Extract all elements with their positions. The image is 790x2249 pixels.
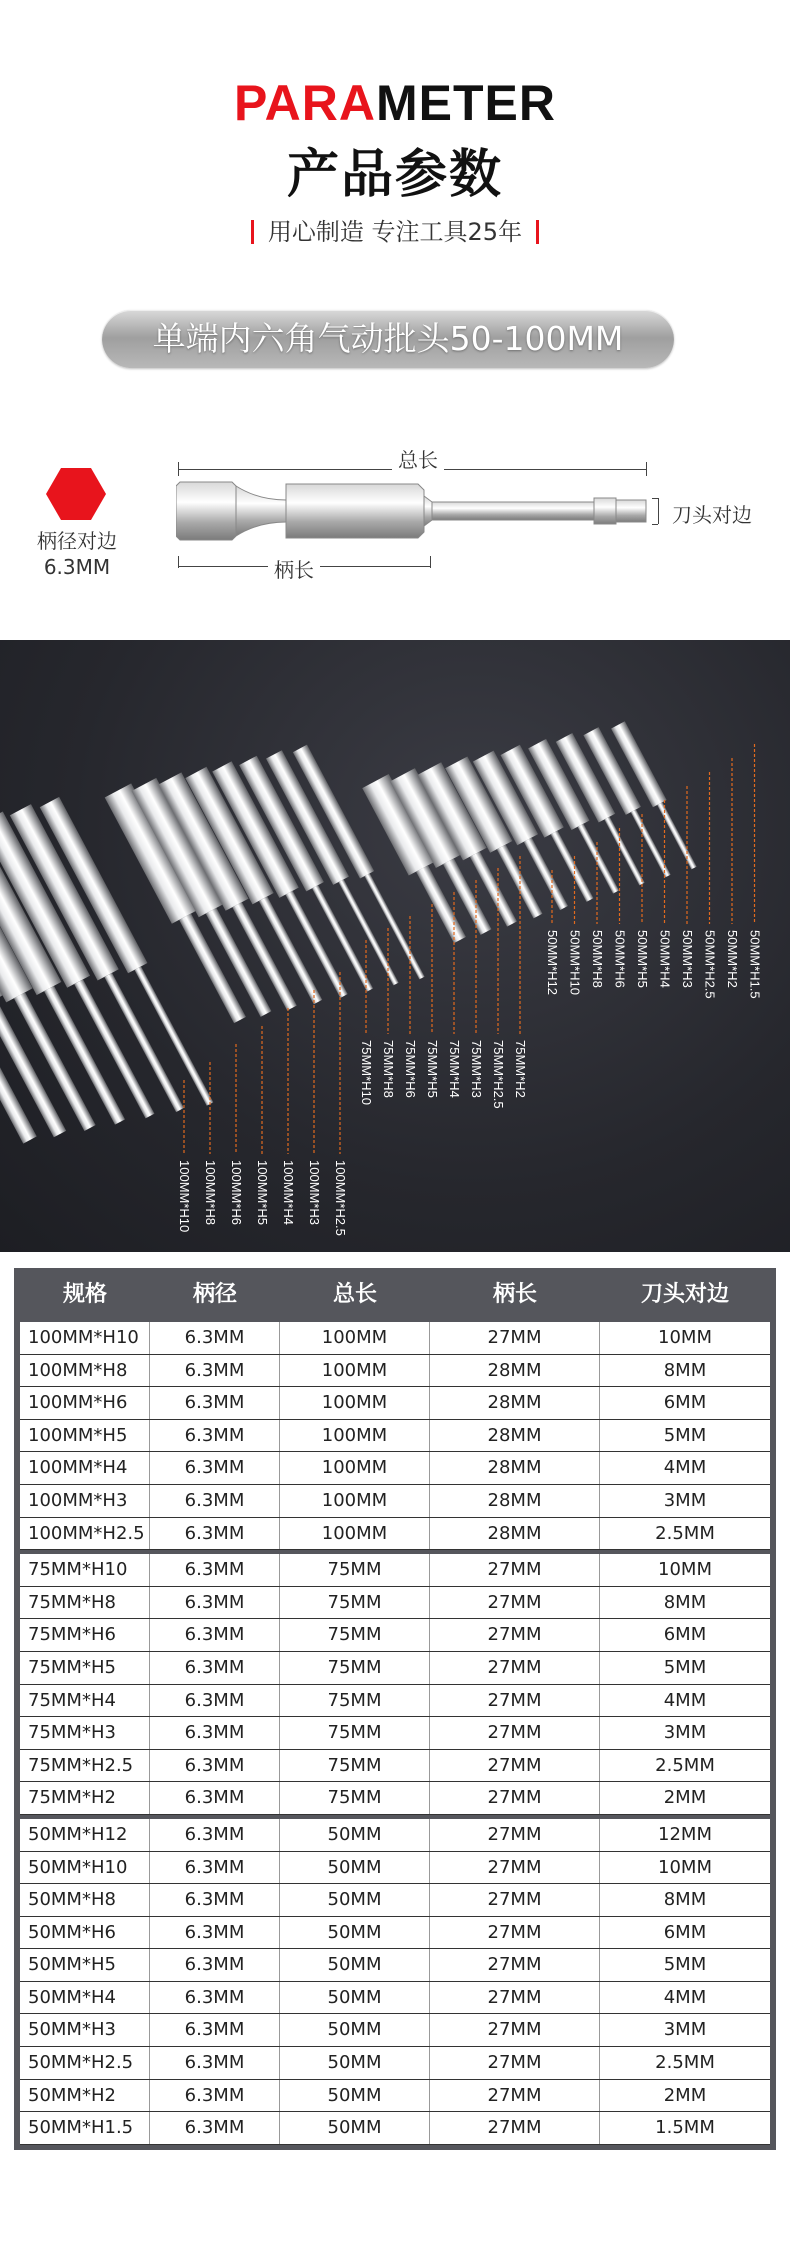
bit-size-label: 50MM*H4 (657, 930, 673, 988)
table-cell: 6.3MM (150, 1518, 280, 1550)
table-cell: 100MM (280, 1452, 430, 1484)
bit-drawing (176, 478, 656, 544)
table-cell: 4MM (663, 1457, 707, 1479)
table-row (20, 1587, 770, 1620)
table-cell: 6.3MM (150, 2112, 280, 2144)
table-row (20, 1852, 770, 1885)
table-cell: 6.3MM (150, 1652, 280, 1684)
table-cell: 75MM*H2.5 (20, 1750, 150, 1782)
table-cell: 6.3MM (150, 1322, 280, 1354)
bit-size-label: 75MM*H8 (381, 1040, 396, 1098)
table-cell: 50MM (280, 2080, 430, 2112)
table-row (20, 1819, 770, 1852)
subtitle-text: 用心制造 专注工具25年 (267, 218, 523, 246)
table-cell: 6.3MM (150, 1485, 280, 1517)
total-length-label: 总长 (392, 444, 444, 473)
table-cell: 2MM (663, 2084, 707, 2106)
subtitle (0, 212, 790, 247)
table-cell: 50MM*H5 (20, 1949, 150, 1981)
table-cell: 27MM (430, 1782, 600, 1814)
table-row (20, 1420, 770, 1453)
table-cell: 6.3MM (150, 2080, 280, 2112)
table-row (20, 1452, 770, 1485)
bit-size-label: 50MM*H1.5 (747, 930, 763, 999)
bit-size-label: 50MM*H2.5 (702, 930, 718, 999)
shank-label-text: 柄径对边 (37, 529, 117, 553)
table-cell: 28MM (430, 1387, 600, 1419)
tip-width-label: 刀头对边 (672, 503, 752, 527)
table-cell: 2.5MM (655, 2052, 715, 2074)
table-row (20, 2047, 770, 2080)
header-shank-diameter: 柄径 (192, 1282, 237, 1307)
table-row (20, 1355, 770, 1388)
table-row (20, 1949, 770, 1982)
bit-size-label: 100MM*H4 (281, 1160, 296, 1226)
table-cell: 27MM (430, 1619, 600, 1651)
table-cell: 5MM (663, 1954, 707, 1976)
table-cell: 75MM (280, 1652, 430, 1684)
bit-size-label: 50MM*H6 (612, 930, 628, 988)
table-cell: 6.3MM (150, 1949, 280, 1981)
table-cell: 28MM (430, 1355, 600, 1387)
title-chinese: 产品参数 (286, 145, 503, 205)
bit-size-label: 100MM*H10 (177, 1160, 192, 1233)
table-cell: 100MM*H10 (20, 1322, 150, 1354)
table-row (20, 1387, 770, 1420)
table-cell: 75MM*H4 (20, 1685, 150, 1717)
bit-size-label: 100MM*H8 (203, 1160, 218, 1226)
table-cell: 50MM (280, 1949, 430, 1981)
table-cell: 27MM (430, 2080, 600, 2112)
table-cell: 6.3MM (150, 1819, 280, 1851)
bit-size-label: 100MM*H3 (307, 1160, 322, 1226)
table-cell: 50MM (280, 1917, 430, 1949)
table-cell: 5MM (663, 1656, 707, 1678)
table-cell: 50MM*H2.5 (20, 2047, 150, 2079)
total-length-left-tick (178, 462, 179, 476)
table-cell: 100MM*H5 (20, 1420, 150, 1452)
table-cell: 75MM (280, 1587, 430, 1619)
table-cell: 50MM*H8 (20, 1884, 150, 1916)
table-cell: 6.3MM (150, 1420, 280, 1452)
table-cell: 27MM (430, 2014, 600, 2046)
table-cell: 6.3MM (150, 1554, 280, 1586)
table-cell: 100MM (280, 1387, 430, 1419)
table-row (20, 1685, 770, 1718)
bit-size-label: 50MM*H10 (567, 930, 583, 996)
product-photo-svg (0, 640, 790, 1252)
table-cell: 27MM (430, 1884, 600, 1916)
table-cell: 6.3MM (150, 1387, 280, 1419)
table-row (20, 1750, 770, 1783)
title-english-red: PARA (234, 75, 376, 131)
table-cell: 27MM (430, 1750, 600, 1782)
table-cell: 28MM (430, 1485, 600, 1517)
table-cell: 75MM (280, 1685, 430, 1717)
table-cell: 6.3MM (150, 2047, 280, 2079)
hex-shank-icon (46, 468, 106, 520)
table-cell: 6.3MM (150, 1750, 280, 1782)
table-cell: 100MM (280, 1518, 430, 1550)
table-cell: 75MM*H6 (20, 1619, 150, 1651)
table-cell: 27MM (430, 1554, 600, 1586)
table-cell: 50MM*H1.5 (20, 2112, 150, 2144)
table-cell: 8MM (663, 1591, 707, 1613)
table-cell: 27MM (430, 1982, 600, 2014)
table-cell: 75MM (280, 1782, 430, 1814)
shank-size-text: 6.3MM (43, 555, 111, 579)
spec-table (14, 1268, 776, 2150)
bit-size-label: 100MM*H5 (255, 1160, 270, 1226)
bit-size-label: 75MM*H3 (469, 1040, 484, 1098)
table-cell: 75MM*H5 (20, 1652, 150, 1684)
table-cell: 75MM (280, 1717, 430, 1749)
bit-size-label: 75MM*H2.5 (491, 1040, 506, 1109)
bit-size-label: 50MM*H8 (590, 930, 605, 988)
bit-size-label: 75MM*H2 (513, 1040, 528, 1098)
bit-size-label: 100MM*H2.5 (333, 1160, 348, 1236)
table-cell: 75MM (280, 1750, 430, 1782)
table-cell: 6.3MM (150, 1852, 280, 1884)
table-cell: 6.3MM (150, 1717, 280, 1749)
table-cell: 6.3MM (150, 1587, 280, 1619)
table-cell: 75MM*H8 (20, 1587, 150, 1619)
table-cell: 75MM (280, 1619, 430, 1651)
bit-size-label: 50MM*H3 (680, 930, 695, 988)
table-cell: 75MM*H10 (20, 1554, 150, 1586)
tip-bracket-b (652, 524, 658, 525)
table-row (20, 1652, 770, 1685)
table-cell: 50MM (280, 1852, 430, 1884)
table-cell: 10MM (658, 1559, 712, 1581)
product-title-pill: 单端内六角气动批头50-100MM (102, 310, 674, 368)
table-cell: 50MM*H4 (20, 1982, 150, 2014)
table-cell: 6.3MM (150, 2014, 280, 2046)
shank-label (20, 528, 134, 580)
table-cell: 2.5MM (655, 1754, 715, 1776)
table-cell: 4MM (663, 1986, 707, 2008)
table-cell: 100MM*H3 (20, 1485, 150, 1517)
table-cell: 50MM*H2 (20, 2080, 150, 2112)
spec-table-header (20, 1268, 770, 1322)
table-cell: 6.3MM (150, 1782, 280, 1814)
title-english-black: METER (375, 75, 556, 131)
spec-table-body (20, 1322, 770, 2144)
table-cell: 6.3MM (150, 1355, 280, 1387)
title-english (0, 74, 790, 132)
table-cell: 50MM*H12 (20, 1819, 150, 1851)
table-cell: 100MM*H4 (20, 1452, 150, 1484)
table-cell: 6.3MM (150, 1884, 280, 1916)
shank-length-right-tick (430, 556, 431, 568)
table-row (20, 1717, 770, 1750)
table-row (20, 1485, 770, 1518)
table-cell: 27MM (430, 1949, 600, 1981)
table-cell: 50MM*H6 (20, 1917, 150, 1949)
bit-size-label: 100MM*H6 (229, 1160, 244, 1226)
shank-length-left-tick (178, 556, 179, 568)
table-cell: 27MM (430, 1852, 600, 1884)
table-cell: 6.3MM (150, 1452, 280, 1484)
table-cell: 28MM (430, 1518, 600, 1550)
bit-size-label: 50MM*H5 (635, 930, 650, 988)
table-cell: 100MM (280, 1322, 430, 1354)
table-cell: 6MM (663, 1921, 707, 1943)
shank-length-label: 柄长 (268, 554, 320, 583)
table-cell: 27MM (430, 2047, 600, 2079)
table-cell: 50MM (280, 2047, 430, 2079)
bit-size-label: 75MM*H4 (447, 1040, 462, 1098)
table-cell: 6.3MM (150, 1982, 280, 2014)
total-length-right-tick (646, 462, 647, 476)
table-cell: 100MM*H2.5 (20, 1518, 150, 1550)
table-cell: 6MM (663, 1392, 707, 1414)
table-cell: 27MM (430, 1652, 600, 1684)
table-cell: 50MM (280, 1982, 430, 2014)
table-cell: 100MM*H6 (20, 1387, 150, 1419)
bit-size-label: 50MM*H12 (545, 930, 560, 996)
table-cell: 27MM (430, 1685, 600, 1717)
table-cell: 27MM (430, 1717, 600, 1749)
table-cell: 50MM (280, 1884, 430, 1916)
table-row (20, 1518, 770, 1551)
table-cell: 6.3MM (150, 1917, 280, 1949)
table-cell: 6MM (663, 1624, 707, 1646)
table-row (20, 1322, 770, 1355)
table-cell: 3MM (663, 1489, 707, 1511)
table-cell: 8MM (663, 1359, 707, 1381)
table-cell: 27MM (430, 1819, 600, 1851)
table-cell: 50MM*H10 (20, 1852, 150, 1884)
table-row (20, 1982, 770, 2015)
table-cell: 50MM (280, 2112, 430, 2144)
table-cell: 5MM (663, 1424, 707, 1446)
table-row (20, 2080, 770, 2113)
table-row (20, 2014, 770, 2047)
bit-size-label: 75MM*H10 (359, 1040, 374, 1106)
tip-bracket-v (658, 498, 659, 524)
bit-size-label: 75MM*H6 (403, 1040, 418, 1098)
table-cell: 27MM (430, 1917, 600, 1949)
table-cell: 3MM (663, 1722, 707, 1744)
table-cell: 27MM (430, 1322, 600, 1354)
table-cell: 8MM (663, 1889, 707, 1911)
table-row (20, 2112, 770, 2145)
header-tip-width: 刀头对边 (640, 1282, 729, 1307)
table-cell: 75MM (280, 1554, 430, 1586)
table-cell: 27MM (430, 2112, 600, 2144)
table-cell: 10MM (658, 1856, 712, 1878)
table-row (20, 1917, 770, 1950)
table-cell: 28MM (430, 1420, 600, 1452)
header-total-length: 总长 (332, 1282, 377, 1307)
table-row (20, 1619, 770, 1652)
table-cell: 50MM (280, 2014, 430, 2046)
table-cell: 10MM (658, 1327, 712, 1348)
table-cell: 75MM*H2 (20, 1782, 150, 1814)
table-cell: 100MM (280, 1355, 430, 1387)
table-cell: 100MM (280, 1485, 430, 1517)
table-cell: 50MM (280, 1819, 430, 1851)
table-cell: 12MM (658, 1823, 712, 1845)
table-cell: 28MM (430, 1452, 600, 1484)
table-cell: 1.5MM (655, 2117, 715, 2139)
table-cell: 100MM*H8 (20, 1355, 150, 1387)
table-cell: 2.5MM (655, 1522, 715, 1544)
bit-size-label: 50MM*H2 (725, 930, 740, 988)
table-cell: 100MM (280, 1420, 430, 1452)
table-row (20, 1884, 770, 1917)
table-row (20, 1554, 770, 1587)
bit-size-label: 75MM*H5 (425, 1040, 440, 1098)
header-shank-length: 柄长 (492, 1282, 537, 1307)
table-cell: 4MM (663, 1689, 707, 1711)
table-cell: 50MM*H3 (20, 2014, 150, 2046)
table-cell: 3MM (663, 2019, 707, 2041)
product-photo (0, 640, 790, 1252)
table-cell: 75MM*H3 (20, 1717, 150, 1749)
table-cell: 27MM (430, 1587, 600, 1619)
table-row (20, 1782, 770, 1815)
table-cell: 6.3MM (150, 1619, 280, 1651)
header-spec: 规格 (62, 1282, 107, 1307)
table-cell: 2MM (663, 1787, 707, 1809)
subtitle-left-bar (251, 220, 254, 244)
subtitle-right-bar (536, 220, 539, 244)
table-cell: 6.3MM (150, 1685, 280, 1717)
